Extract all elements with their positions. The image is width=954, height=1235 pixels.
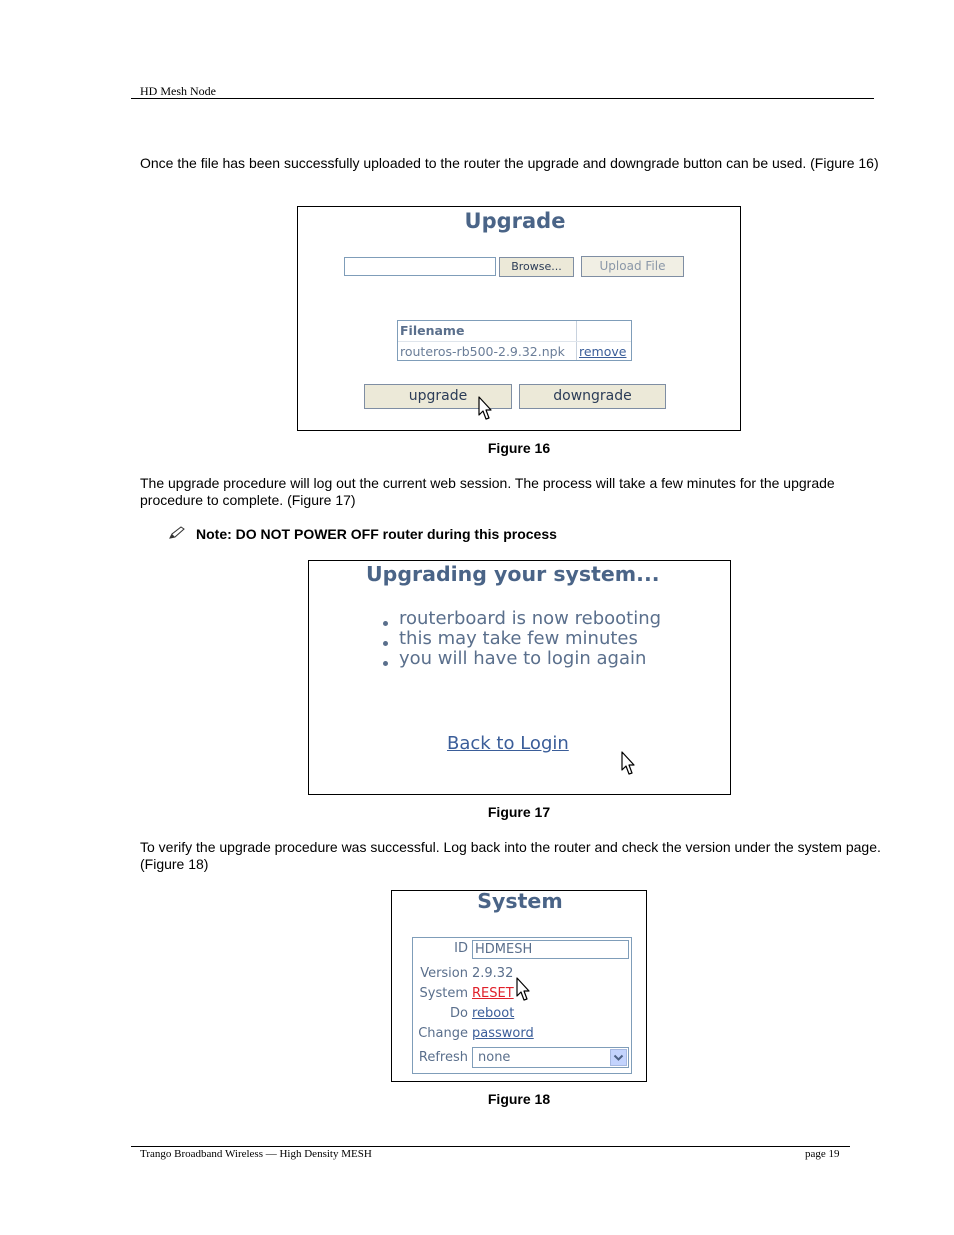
do-label: Do [450,1006,468,1021]
pencil-icon [168,526,186,540]
reset-link[interactable]: RESET [472,986,514,1001]
change-label: Change [418,1026,468,1041]
mouse-pointer-icon [621,751,636,777]
figure-16-upgrade-panel [297,206,741,431]
footer-company: Trango Broadband Wireless — High Density MESH [140,1148,372,1160]
mouse-pointer-icon [478,396,493,422]
version-value: 2.9.32 [472,966,514,981]
back-to-login-link[interactable]: Back to Login [447,733,569,754]
table-row-divider [398,341,631,342]
figure-18-caption: Figure 18 [487,1091,551,1107]
upgrade-title: Upgrade [464,209,566,233]
reboot-link[interactable]: reboot [472,1006,515,1021]
figure-17-upgrading-panel [308,560,731,795]
status-item-wait: this may take few minutes [381,629,661,649]
paragraph-procedure: The upgrade procedure will log out the current web session. The process will take a few minutes for the upgrade procedure to complete. (Figure 17) [140,475,835,508]
id-input[interactable]: HDMESH [472,940,629,959]
paragraph-verify: To verify the upgrade procedure was successful. Log back into the router and check the version under the system page. (Figure 18) [140,839,881,872]
system-form [412,937,632,1074]
password-link[interactable]: password [472,1026,534,1041]
id-label: ID [454,941,468,956]
upload-file-button[interactable]: Upload File [581,256,684,277]
chevron-down-icon [611,1050,626,1065]
footer-rule [131,1146,850,1147]
status-list [381,609,661,669]
filename-cell: routeros-rb500-2.9.32.npk [400,344,565,359]
browse-button[interactable]: Browse... [499,257,574,277]
file-path-input[interactable] [344,257,496,276]
note-text: Note: DO NOT POWER OFF router during this process [196,526,557,542]
page-header-title: HD Mesh Node [140,84,216,98]
system-title: System [477,889,563,913]
dropdown-button[interactable] [610,1049,627,1066]
remove-link[interactable]: remove [579,344,627,359]
file-table [397,320,632,361]
status-item-rebooting: routerboard is now rebooting [381,609,661,629]
figure-17-caption: Figure 17 [487,804,551,820]
refresh-label: Refresh [418,1050,468,1065]
refresh-selected-value: none [478,1050,511,1065]
refresh-select[interactable] [472,1047,629,1068]
upgrading-title: Upgrading your system... [366,562,660,586]
system-label: System [419,986,468,1001]
figure-16-caption: Figure 16 [487,440,551,456]
version-label: Version [420,966,468,981]
filename-column-header: Filename [400,323,465,338]
paragraph-intro: Once the file has been successfully uploaded to the router the upgrade and downgrade button can be used. (Figure 16) [140,155,879,171]
figure-18-system-panel [391,890,647,1082]
downgrade-button[interactable]: downgrade [519,384,666,409]
footer-page-number: page 19 [805,1148,840,1160]
upgrade-button[interactable]: upgrade [364,384,512,409]
status-item-login: you will have to login again [381,649,661,669]
mouse-pointer-icon [516,977,531,1003]
header-rule [131,98,874,99]
